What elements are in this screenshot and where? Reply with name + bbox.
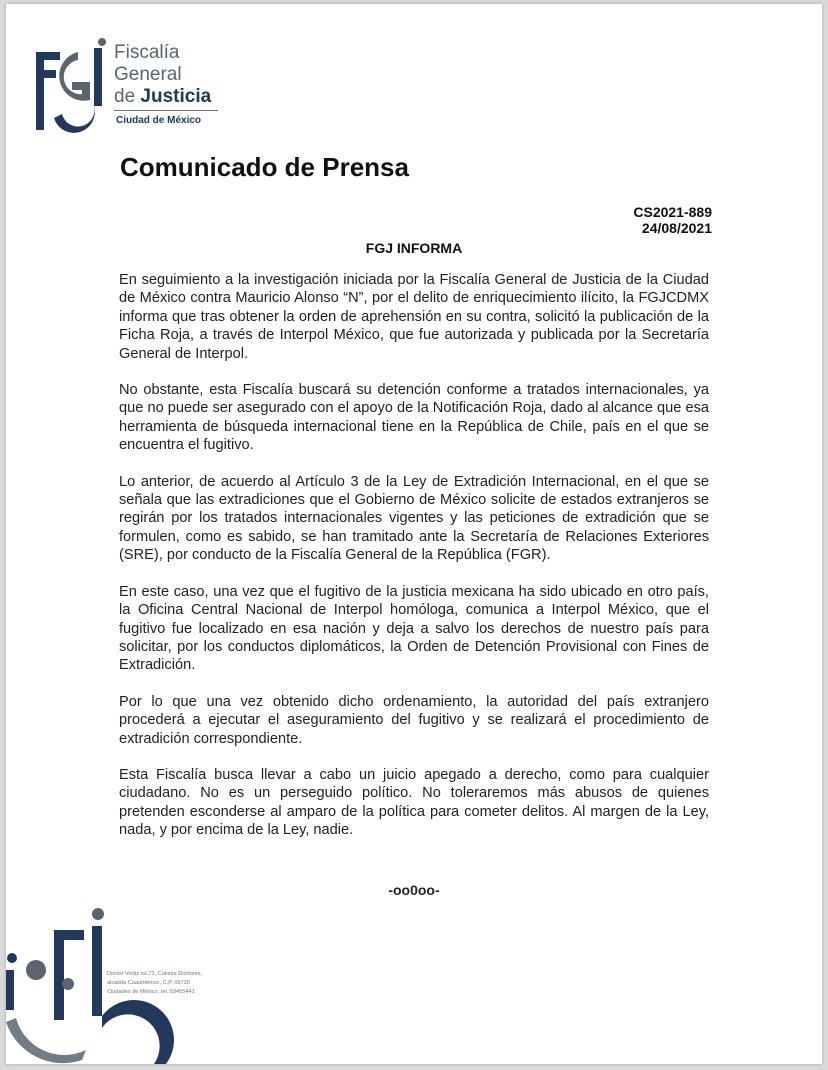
document-title: Comunicado de Prensa	[120, 152, 409, 182]
logo-wordmark	[114, 42, 211, 108]
logo-line-general: General	[114, 64, 182, 85]
logo-line-fiscalia: Fiscalía	[114, 42, 180, 63]
body-paragraph: En este caso, una vez que el fugitivo de la justicia mexicana ha sido ubicado en otro país, la Oficina Central Nacional de Interpol homóloga, comunica a Interpol México, que el fugitivo fue localizado en esa nación y deja a salvo los derechos de nuestro país para solicitar, por los conductos diplomáticos, la Orden de Detención Provisional con Fines de Extradición.	[119, 583, 709, 674]
document-body	[119, 271, 709, 858]
body-paragraph: Esta Fiscalía busca llevar a cabo un juicio apegado a derecho, como para cualquier ciudadano. No es un perseguido político. No toleraremos más abusos de quienes pretenden esconderse al amparo de la política para cometer delitos. Al margen de la Ley, nada, y por encima de la Ley, nadie.	[119, 766, 709, 839]
document-heading: FGJ INFORMA	[365, 240, 463, 256]
address-line: alcaldía Cuauhtémoc, C.P. 06720	[107, 980, 190, 986]
footer-address	[107, 970, 202, 997]
body-paragraph: Lo anterior, de acuerdo al Artículo 3 de la Ley de Extradición Internacional, en el que se señala que las extradiciones que el Gobierno de México solicite de estados extranjeros se regirán por los tratados internacionales vigentes y las peticiones de extradición que se formulen, como es sabido, se han tramitado ante la Secretaría de Relaciones Exteriores (SRE), por conducto de la Fiscalía General de la República (FGR).	[119, 473, 709, 564]
fgj-emblem-icon	[32, 34, 112, 134]
document-number: CS2021-889	[633, 204, 712, 220]
logo-line-prefix: de	[114, 86, 141, 107]
logo-line-justicia	[114, 86, 211, 108]
logo-city: Ciudad de México	[116, 115, 202, 126]
document-date: 24/08/2021	[641, 220, 712, 236]
fgj-logo	[32, 34, 232, 134]
address-line: Ciudades de México, tel.:53455441	[107, 989, 195, 995]
body-paragraph: En seguimiento a la investigación iniciada por la Fiscalía General de Justicia de la Ciudad de México contra Mauricio Alonso “N”, por el delito de enriquecimiento ilícito, la FGJCDMX informa que tras obtener la orden de aprehensión en su contra, solicitó la publicación de la Ficha Roja, a través de Interpol México, que fue autorizada y publicada por la Secretaría General de Interpol.	[119, 272, 709, 362]
body-paragraph: Por lo que una vez obtenido dicho ordenamiento, la autoridad del país extranjero procederá a ejecutar el aseguramiento del fugitivo y se realizará el procedimiento de extradición correspondiente.	[119, 693, 709, 747]
body-paragraph: No obstante, esta Fiscalía buscará su detención conforme a tratados internacionales, ya que no puede ser asegurado con el apoyo de la Notificación Roja, dado al alcance que esa herramienta de búsqueda internacional tiene en la República de Chile, país en el que se encuentra el fugitivo.	[119, 382, 709, 454]
closing-mark: -oo0oo-	[388, 882, 440, 898]
address-line: Doctor Vertiz no.71, Colonia Doctores,	[107, 971, 203, 977]
logo-line-bold: Justicia	[140, 86, 212, 107]
logo-divider	[114, 110, 218, 111]
press-release-page	[6, 4, 822, 1064]
